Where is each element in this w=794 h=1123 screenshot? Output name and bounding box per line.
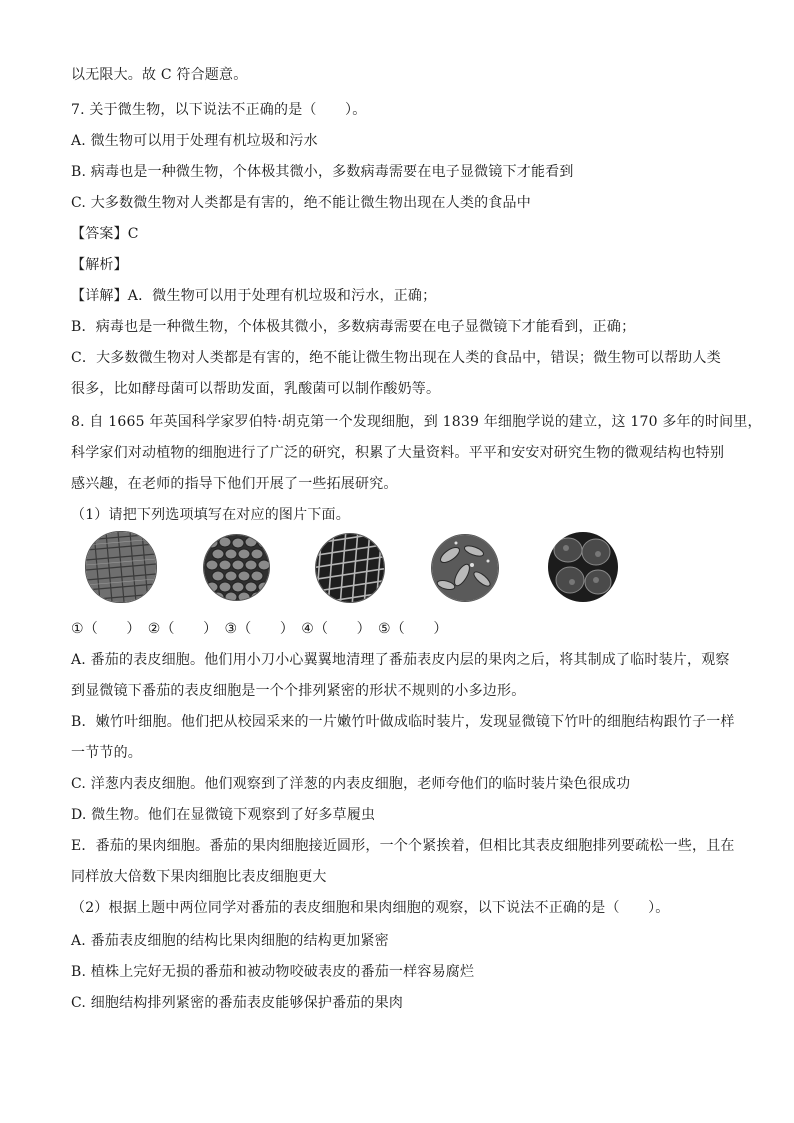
option-c: C. 细胞结构排列紧密的番茄表皮能够保护番茄的果肉 — [71, 995, 404, 1011]
explanation-line: B．病毒也是一种微生物，个体极其微小，多数病毒需要在电子显微镜下才能看到，正确； — [71, 319, 636, 335]
choice-c: C. 洋葱内表皮细胞。他们观察到了洋葱的内表皮细胞，老师夸他们的临时装片染色很成功 — [71, 776, 631, 792]
text-line: 以无限大。故 C 符合题意。 — [71, 67, 248, 83]
choice-a: A. 番茄的表皮细胞。他们用小刀小心翼翼地清理了番茄表皮内层的果肉之后，将其制成了临时装片，观察 — [71, 652, 730, 668]
option-a: A. 番茄表皮细胞的结构比果肉细胞的结构更加紧密 — [71, 933, 389, 949]
answer-label: 【答案】C — [71, 226, 139, 242]
choice-d: D. 微生物。他们在显微镜下观察到了好多草履虫 — [71, 807, 376, 823]
subquestion-1: （1）请把下列选项填写在对应的图片下面。 — [71, 507, 350, 523]
question-8-stem: 8. 自 1665 年英国科学家罗伯特·胡克第一个发现细胞，到 1839 年细胞学说的建立，这 170 多年的时间里， — [71, 414, 762, 430]
explanation-line: C．大多数微生物对人类都是有害的，绝不能让微生物出现在人类的食品中，错误；微生物可以帮助人类 — [71, 350, 721, 366]
micrograph-elongated-cells-icon — [86, 532, 156, 602]
micrograph-round-cells-icon — [548, 532, 618, 602]
option-b: B. 植株上完好无损的番茄和被动物咬破表皮的番茄一样容易腐烂 — [71, 964, 475, 980]
micrograph-polygonal-cells-icon — [204, 535, 269, 600]
explanation-line: 很多，比如酵母菌可以帮助发面，乳酸菌可以制作酸奶等。 — [71, 381, 441, 397]
choice-e: E．番茄的果肉细胞。番茄的果肉细胞接近圆形，一个个紧挨着，但相比其表皮细胞排列要疏松一些，且在 — [71, 838, 735, 854]
answer-blanks: ①（ ） ②（ ） ③（ ） ④（ ） ⑤（ ） — [71, 621, 448, 637]
question-8-stem: 科学家们对动植物的细胞进行了广泛的研究，积累了大量资料。平平和安安对研究生物的微观结构也特别 — [71, 445, 725, 461]
question-7-stem: 7. 关于微生物，以下说法不正确的是（ ）。 — [71, 102, 367, 118]
explanation-line: 【详解】A．微生物可以用于处理有机垃圾和污水，正确； — [71, 288, 437, 304]
choice-e: 同样放大倍数下果肉细胞比表皮细胞更大 — [71, 869, 327, 885]
option-a: A. 微生物可以用于处理有机垃圾和污水 — [71, 133, 318, 149]
option-b: B. 病毒也是一种微生物，个体极其微小，多数病毒需要在电子显微镜下才能看到 — [71, 164, 574, 180]
question-8-stem: 感兴趣，在老师的指导下他们开展了一些拓展研究。 — [71, 476, 398, 492]
choice-a: 到显微镜下番茄的表皮细胞是一个个排列紧密的形状不规则的小多边形。 — [71, 683, 526, 699]
micrograph-grid-cells-icon — [316, 534, 384, 602]
subquestion-2: （2）根据上题中两位同学对番茄的表皮细胞和果肉细胞的观察，以下说法不正确的是（ ）。 — [71, 900, 670, 916]
choice-b: B．嫩竹叶细胞。他们把从校园采来的一片嫩竹叶做成临时装片，发现显微镜下竹叶的细胞结构跟竹子一样 — [71, 714, 735, 730]
micrograph-microorganisms-icon — [432, 535, 498, 601]
option-c: C. 大多数微生物对人类都是有害的，绝不能让微生物出现在人类的食品中 — [71, 195, 531, 211]
analysis-label: 【解析】 — [71, 257, 128, 273]
choice-b: 一节节的。 — [71, 745, 142, 761]
